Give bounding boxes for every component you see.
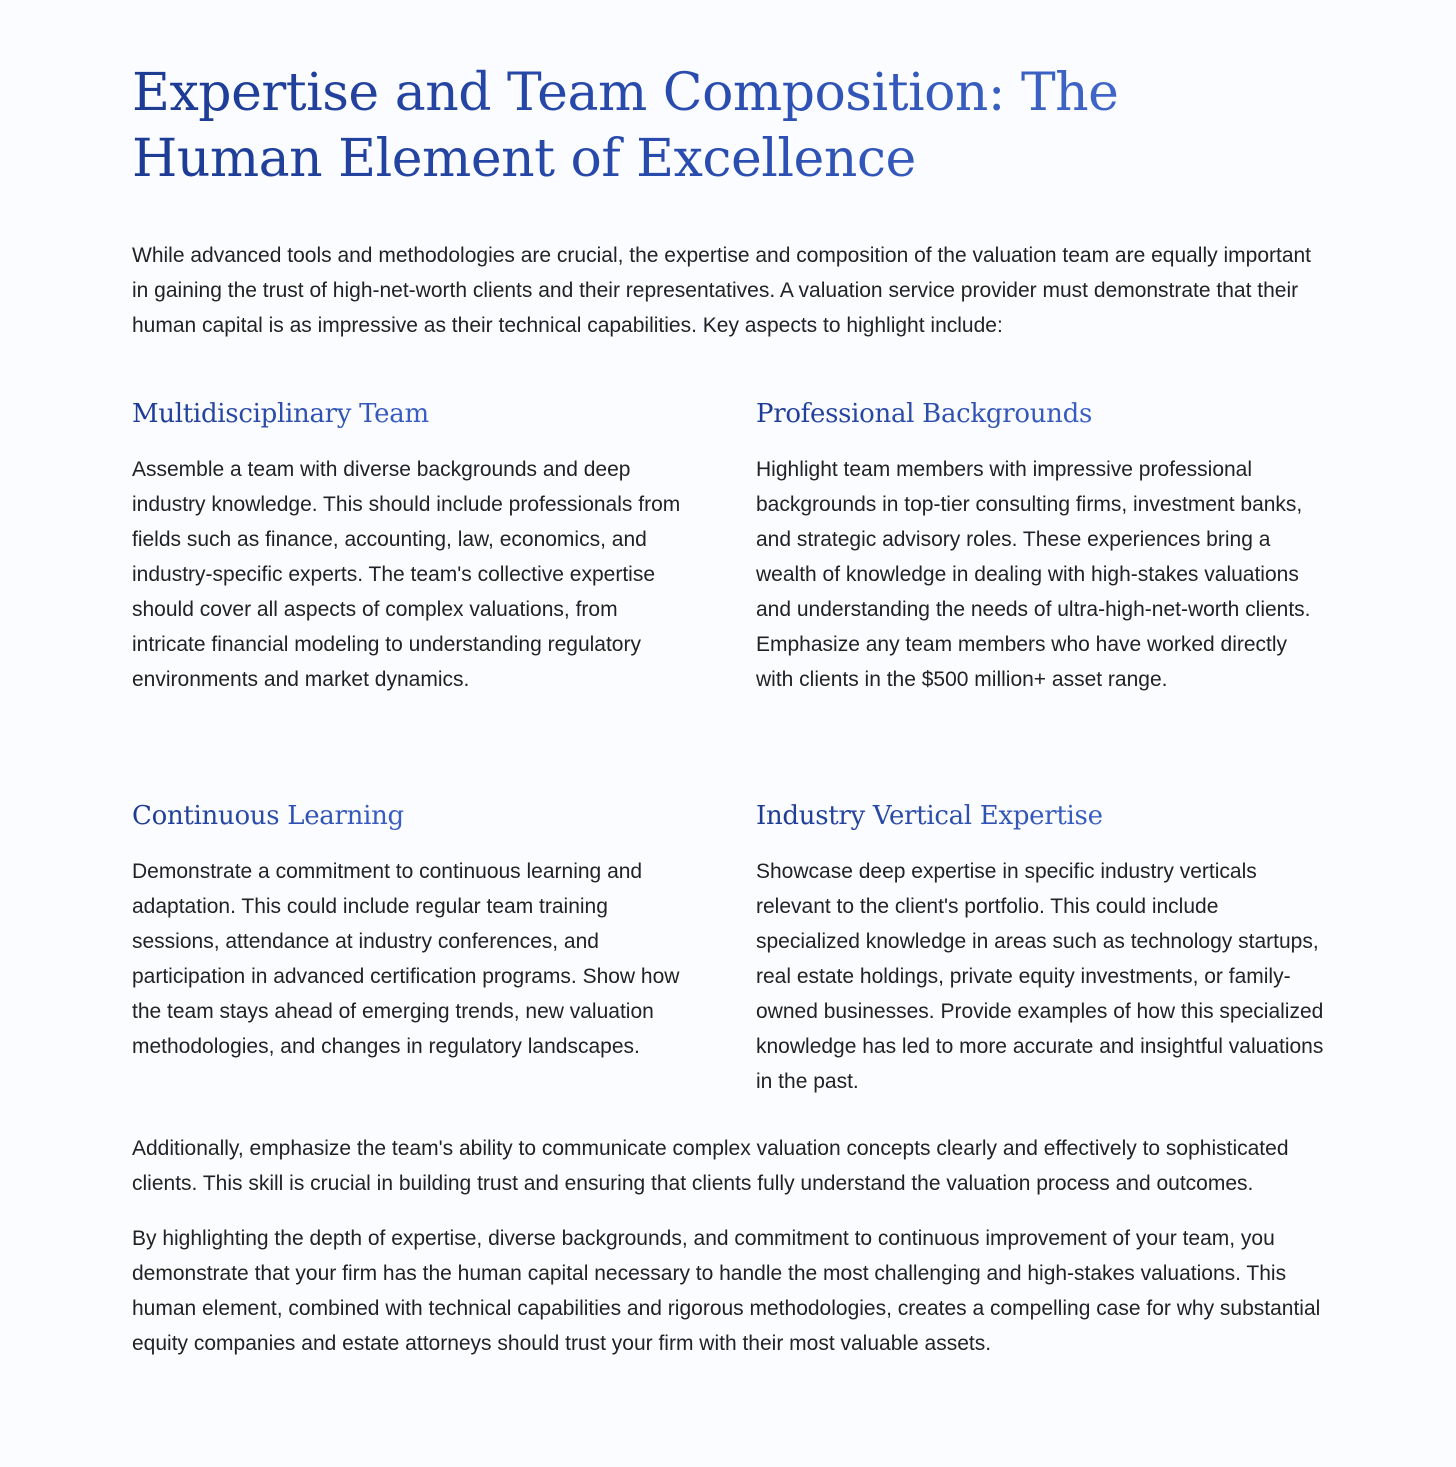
section-heading: Professional Backgrounds [756, 396, 1092, 432]
section-multidisciplinary-team [132, 381, 692, 731]
page-title: Expertise and Team Composition: The Human Element of Excellence [132, 60, 1324, 192]
section-body: Assemble a team with diverse backgrounds and deep industry knowledge. This should include professionals from fields such as finance, accounting, law, economics, and industry-specific experts. The team's collective expertise should cover all aspects of complex valuations, from intricate financial modeling to understanding regulatory environments and market dynamics. [132, 458, 681, 691]
section-heading: Multidisciplinary Team [132, 396, 429, 432]
section-body: Demonstrate a commitment to continuous learning and adaptation. This could include regular team training sessions, attendance at industry conferences, and participation in advanced certification programs. Show how the team stays ahead of emerging trends, new valuation methodologies, and changes in regulatory landscapes. [132, 860, 680, 1058]
section-professional-backgrounds [756, 381, 1324, 731]
closing-paragraph-communication: Additionally, emphasize the team's ability to communicate complex valuation concepts clearly and effectively to sophisticated clients. This skill is crucial in building trust and ensuring that clients fully understand the valuation process and outcomes. [132, 1137, 1289, 1195]
section-heading: Continuous Learning [132, 798, 404, 834]
document-page [132, 60, 1324, 1361]
closing-paragraph-summary: By highlighting the depth of expertise, diverse backgrounds, and commitment to continuous improvement of your team, you demonstrate that your firm has the human capital necessary to handle the most challenging and high-stakes valuations. This human element, combined with technical capabilities and rigorous methodologies, creates a compelling case for why substantial equity companies and estate attorneys should trust your firm with their most valuable assets. [132, 1227, 1321, 1355]
section-continuous-learning [132, 783, 692, 1099]
section-heading: Industry Vertical Expertise [756, 798, 1103, 834]
section-body: Showcase deep expertise in specific industry verticals relevant to the client's portfolio. This could include specialized knowledge in areas such as technology startups, real estate holdings, private equity investments, or family-owned businesses. Provide examples of how this specialized knowledge has led to more accurate and insightful valuations in the past. [756, 860, 1324, 1093]
section-body: Highlight team members with impressive professional backgrounds in top-tier consulting firms, investment banks, and strategic advisory roles. These experiences bring a wealth of knowledge in dealing with high-stakes valuations and understanding the needs of ultra-high-net-worth clients. Emphasize any team members who have worked directly with clients in the $500 million+ asset range. [756, 458, 1311, 691]
section-industry-vertical-expertise [756, 783, 1324, 1099]
aspects-grid [132, 381, 1324, 1099]
intro-paragraph: While advanced tools and methodologies are crucial, the expertise and composition of the valuation team are equally important in gaining the trust of high-net-worth clients and their representatives. A valuation service provider must demonstrate that their human capital is as impressive as their technical capabilities. Key aspects to highlight include: [132, 244, 1312, 337]
